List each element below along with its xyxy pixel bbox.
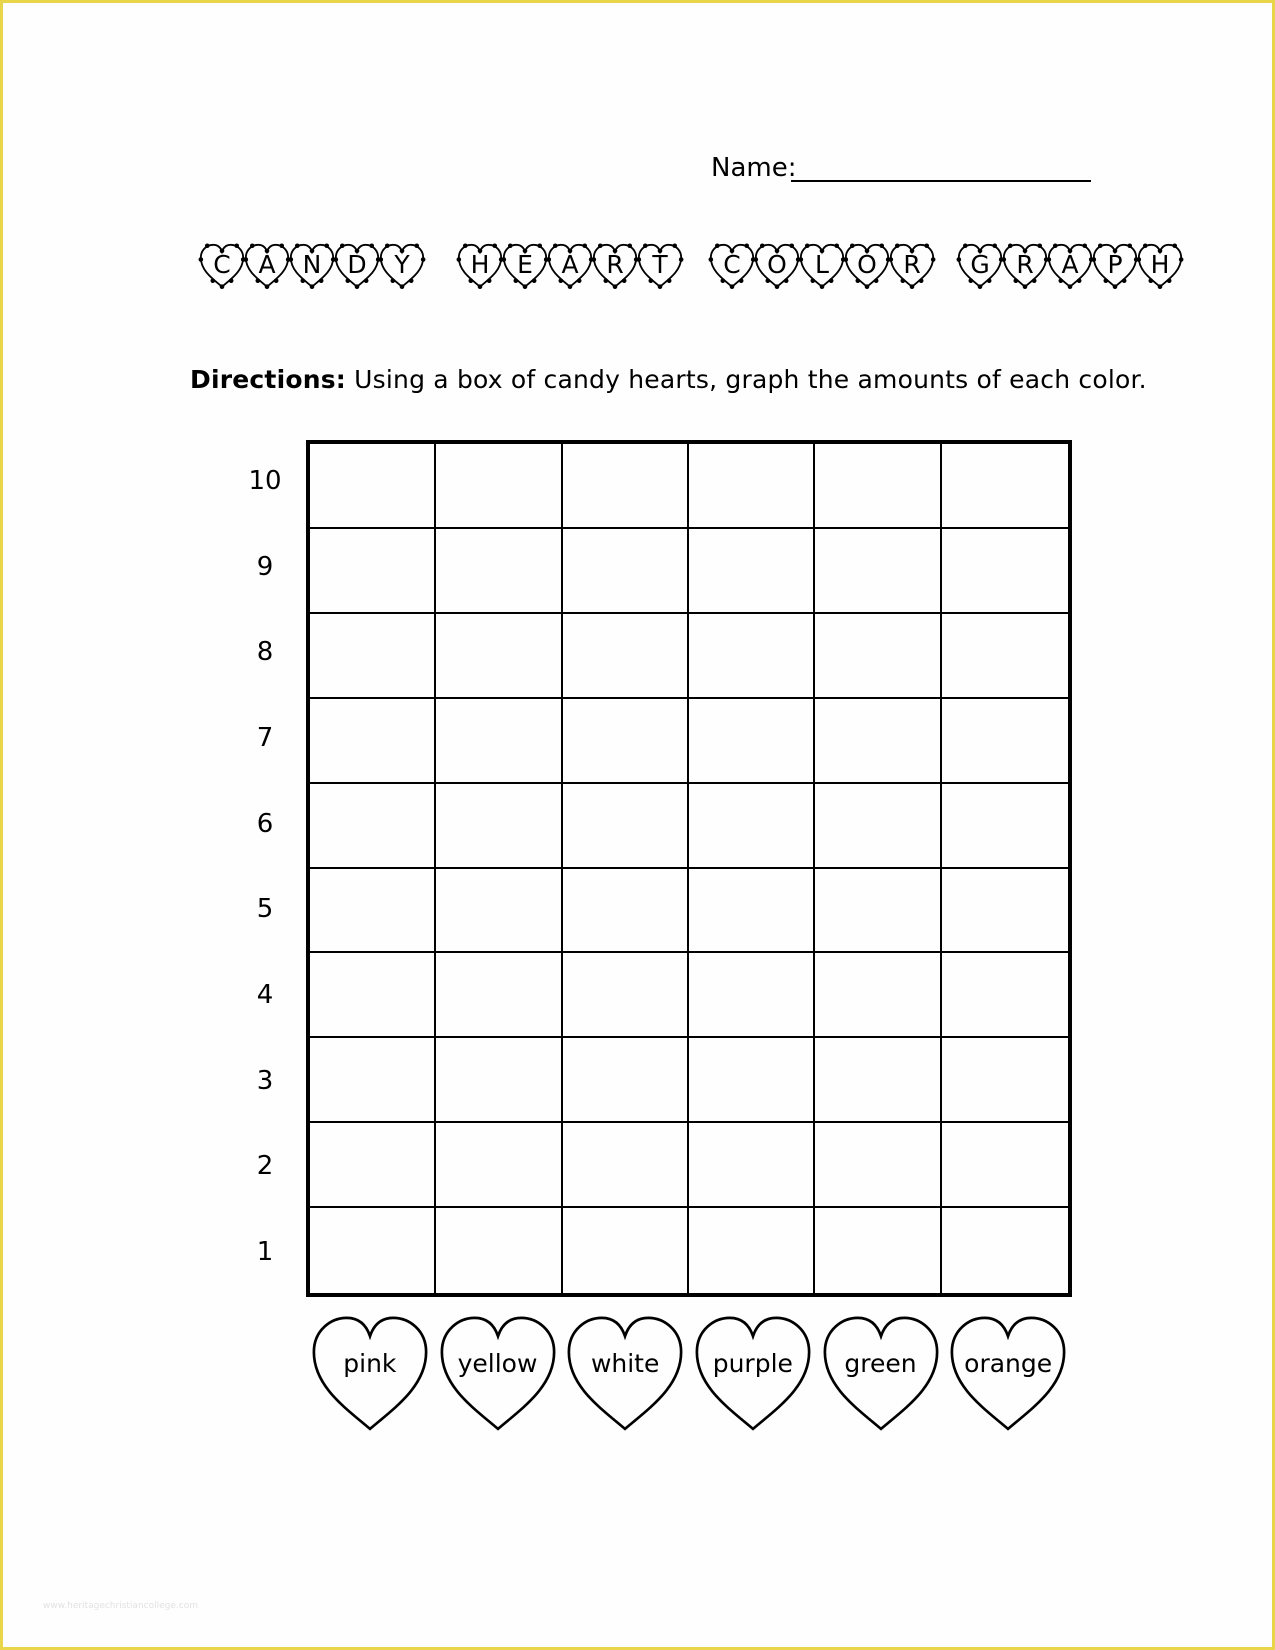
grid-cell[interactable] <box>815 784 941 869</box>
category-label: orange <box>964 1349 1053 1378</box>
title-heart-letter <box>501 243 549 289</box>
y-tick-label: 7 <box>256 722 274 753</box>
grid-cell[interactable] <box>563 699 689 784</box>
grid-cell[interactable] <box>563 614 689 699</box>
title-heart-letter <box>288 243 336 289</box>
directions-text: Using a box of candy hearts, graph the amounts of each color. <box>354 365 1147 394</box>
title-heart-letter <box>1001 243 1049 289</box>
title-letter: A <box>1061 250 1079 279</box>
grid-cell[interactable] <box>689 869 815 954</box>
category-heart-green <box>819 1313 943 1435</box>
grid-cell[interactable] <box>942 869 1068 954</box>
title-heart-letter <box>198 243 246 289</box>
title-letter: R <box>903 250 921 279</box>
y-tick-label: 6 <box>256 808 274 839</box>
grid-cell[interactable] <box>310 529 436 614</box>
grid-cell[interactable] <box>436 444 562 529</box>
grid-cell[interactable] <box>689 529 815 614</box>
category-heart-pink <box>308 1313 432 1435</box>
title-letter: H <box>470 250 490 279</box>
title-heart-letter <box>798 243 846 289</box>
title-heart-letter <box>843 243 891 289</box>
grid-cell[interactable] <box>436 953 562 1038</box>
grid-cell[interactable] <box>310 869 436 954</box>
category-label: white <box>590 1349 660 1378</box>
grid-cell[interactable] <box>563 1123 689 1208</box>
y-tick-label: 2 <box>256 1151 274 1182</box>
grid-cell[interactable] <box>689 953 815 1038</box>
grid-cell[interactable] <box>942 444 1068 529</box>
y-tick-label: 10 <box>248 465 282 496</box>
y-tick-label: 4 <box>256 980 274 1011</box>
grid-cell[interactable] <box>815 1208 941 1293</box>
title-letter: O <box>767 250 787 279</box>
grid-cell[interactable] <box>310 699 436 784</box>
title-letter: A <box>258 250 276 279</box>
directions <box>190 365 1147 394</box>
grid-cell[interactable] <box>942 1123 1068 1208</box>
title-heart-letter <box>333 243 381 289</box>
grid-cell[interactable] <box>310 1038 436 1123</box>
grid-cell[interactable] <box>310 953 436 1038</box>
grid-cell[interactable] <box>436 784 562 869</box>
title-heart-letter <box>1136 243 1184 289</box>
grid-cell[interactable] <box>815 1038 941 1123</box>
grid-cell[interactable] <box>310 1123 436 1208</box>
grid-cell[interactable] <box>563 953 689 1038</box>
title-letter: P <box>1107 250 1123 279</box>
category-label: pink <box>343 1349 397 1378</box>
grid-cell[interactable] <box>689 444 815 529</box>
grid-cell[interactable] <box>563 784 689 869</box>
title-heart-letter <box>378 243 426 289</box>
grid-cell[interactable] <box>436 869 562 954</box>
grid-cell[interactable] <box>563 529 689 614</box>
grid-cell[interactable] <box>815 699 941 784</box>
title-heart-letter <box>708 243 756 289</box>
title-heart-letter <box>243 243 291 289</box>
grid-cell[interactable] <box>563 1208 689 1293</box>
grid-cell[interactable] <box>942 1208 1068 1293</box>
title-letter: A <box>561 250 579 279</box>
title-letter: C <box>723 250 741 279</box>
title-heart-letter <box>456 243 504 289</box>
grid-cell[interactable] <box>436 1208 562 1293</box>
grid-cell[interactable] <box>942 529 1068 614</box>
grid-cell[interactable] <box>815 1123 941 1208</box>
title-letter: R <box>1016 250 1034 279</box>
name-input-line[interactable] <box>791 180 1091 182</box>
grid-cell[interactable] <box>689 784 815 869</box>
grid-cell[interactable] <box>310 444 436 529</box>
title-letter: N <box>302 250 322 279</box>
title-letter: R <box>606 250 624 279</box>
title-heart-letter <box>753 243 801 289</box>
directions-label: Directions: <box>190 365 346 394</box>
y-tick-label: 1 <box>256 1237 274 1268</box>
title-letter: L <box>815 250 829 279</box>
category-heart-orange <box>946 1313 1070 1435</box>
title-heart-letter <box>888 243 936 289</box>
grid-cell[interactable] <box>436 1038 562 1123</box>
grid-cell[interactable] <box>563 444 689 529</box>
grid-cell[interactable] <box>436 699 562 784</box>
grid-cell[interactable] <box>436 1123 562 1208</box>
name-label: Name: <box>711 153 797 183</box>
grid-cell[interactable] <box>310 784 436 869</box>
title-letter: O <box>857 250 877 279</box>
grid-cell[interactable] <box>689 1038 815 1123</box>
category-label: yellow <box>457 1349 538 1378</box>
title-heart-letter <box>1091 243 1139 289</box>
title-letter: C <box>213 250 231 279</box>
grid-cell[interactable] <box>942 614 1068 699</box>
title-heart-letter <box>636 243 684 289</box>
grid-cell[interactable] <box>942 784 1068 869</box>
grid-cell[interactable] <box>815 953 941 1038</box>
y-tick-label: 8 <box>256 637 274 668</box>
y-tick-label: 5 <box>256 894 274 925</box>
title-letter: H <box>1150 250 1170 279</box>
grid-cell[interactable] <box>815 614 941 699</box>
title-letter: G <box>970 250 990 279</box>
title-letter: T <box>652 250 668 279</box>
grid-cell[interactable] <box>436 529 562 614</box>
grid-cell[interactable] <box>563 1038 689 1123</box>
grid-cell[interactable] <box>563 869 689 954</box>
grid-cell[interactable] <box>310 614 436 699</box>
title-letter: D <box>347 250 367 279</box>
title-heart-letter <box>546 243 594 289</box>
bar-graph-grid[interactable] <box>306 440 1072 1297</box>
grid-cell[interactable] <box>942 699 1068 784</box>
grid-cell[interactable] <box>815 444 941 529</box>
category-label: purple <box>712 1349 793 1378</box>
grid-cell[interactable] <box>942 1038 1068 1123</box>
title-heart-letter <box>956 243 1004 289</box>
category-heart-purple <box>691 1313 815 1435</box>
grid-cell[interactable] <box>689 614 815 699</box>
title-heart-letter <box>1046 243 1094 289</box>
grid-cell[interactable] <box>942 953 1068 1038</box>
page-title <box>198 239 1198 299</box>
title-letter: Y <box>394 250 410 279</box>
grid-cell[interactable] <box>815 869 941 954</box>
grid-cell[interactable] <box>436 614 562 699</box>
grid-cell[interactable] <box>815 529 941 614</box>
category-heart-yellow <box>436 1313 560 1435</box>
watermark: www.heritagechristiancollege.com <box>43 1601 198 1611</box>
category-label: green <box>844 1349 917 1378</box>
grid-cell[interactable] <box>310 1208 436 1293</box>
title-heart-letter <box>591 243 639 289</box>
grid-cell[interactable] <box>689 1123 815 1208</box>
y-tick-label: 3 <box>256 1065 274 1096</box>
grid-cell[interactable] <box>689 699 815 784</box>
title-letter: E <box>517 250 533 279</box>
y-tick-label: 9 <box>256 551 274 582</box>
grid-cell[interactable] <box>689 1208 815 1293</box>
category-heart-white <box>563 1313 687 1435</box>
